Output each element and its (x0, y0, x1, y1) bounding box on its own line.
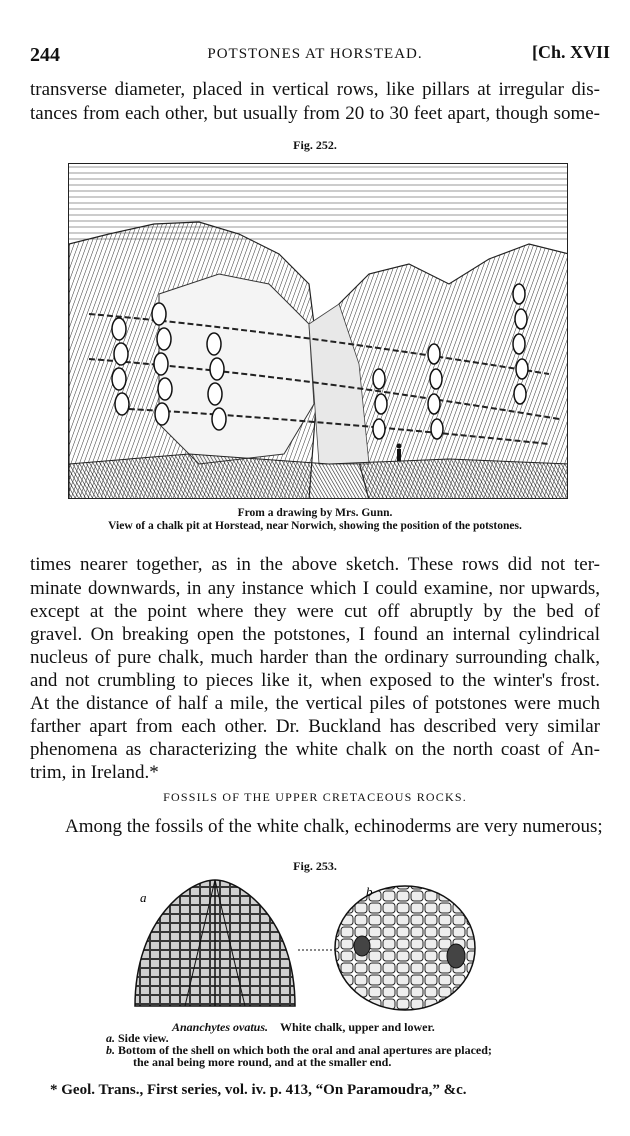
section-intro: Among the fossils of the white chalk, echinoderms are very numerous; (65, 816, 603, 837)
figure-252-credit: From a drawing by Mrs. Gunn. (237, 507, 393, 519)
caption-continuation: the anal being more round, and at the smaller end. (133, 1055, 392, 1069)
caption-text: Side view. (118, 1031, 169, 1045)
text-line: minate downwards, in any instance which I could examine, nor upwards, (30, 578, 600, 599)
text-line: At the distance of half a mile, the vertical piles of potstones were much (30, 693, 600, 714)
marker-b: b (366, 884, 373, 899)
text-line: farther apart from each other. Dr. Buckland has described very similar (30, 716, 600, 737)
footnote: * Geol. Trans., First series, vol. iv. p. 413, “On Paramoudra,” &c. (50, 1082, 467, 1098)
marker-a: a (140, 890, 147, 905)
figure-253-caption (172, 1018, 435, 1036)
species-range: White chalk, upper and lower. (280, 1020, 435, 1034)
caption-key: b. (106, 1043, 115, 1057)
figure-253-label: Fig. 253. (293, 859, 337, 873)
chapter-reference: [Ch. XVII (531, 42, 610, 62)
text-line: times nearer together, as in the above sketch. These rows did not ter- (30, 554, 600, 575)
figure-253-echinoid-illustration (130, 878, 510, 1018)
text-line: phenomena as characterizing the white chalk on the north coast of An- (30, 739, 600, 760)
text-line: trim, in Ireland.* (30, 762, 159, 783)
potstone-column (373, 369, 387, 439)
text-line: and not crumbling to pieces like it, when exposed to the winter's frost. (30, 670, 600, 691)
human-figure (397, 444, 402, 462)
text-line: transverse diameter, placed in vertical rows, like pillars at irregular dis- (30, 79, 600, 100)
figure-252-label: Fig. 252. (293, 138, 337, 152)
side-view-shell (135, 880, 295, 1006)
text-line: except at the point where they were cut off abruptly by the bed of (30, 601, 600, 622)
running-head: POTSTONES AT HORSTEAD. (207, 46, 423, 62)
caption-key: a. (106, 1031, 115, 1045)
caption-text: Bottom of the shell on which both the oral and anal apertures are placed; (118, 1043, 492, 1057)
figure-252-chalk-pit-illustration (68, 163, 568, 499)
page-number: 244 (30, 44, 60, 66)
species-name: Ananchytes ovatus. (172, 1020, 269, 1034)
text-line: nucleus of pure chalk, much harder than the ordinary surrounding chalk, (30, 647, 600, 668)
text-line: tances from each other, but usually from 20 to 30 feet apart, though some- (30, 103, 600, 124)
text-line: gravel. On breaking open the potstones, I found an internal cylindrical (30, 624, 600, 645)
bottom-view-shell (335, 886, 475, 1010)
figure-252-caption: View of a chalk pit at Horstead, near Norwich, showing the position of the potstones. (108, 520, 522, 532)
section-heading: FOSSILS OF THE UPPER CRETACEOUS ROCKS. (163, 790, 467, 804)
